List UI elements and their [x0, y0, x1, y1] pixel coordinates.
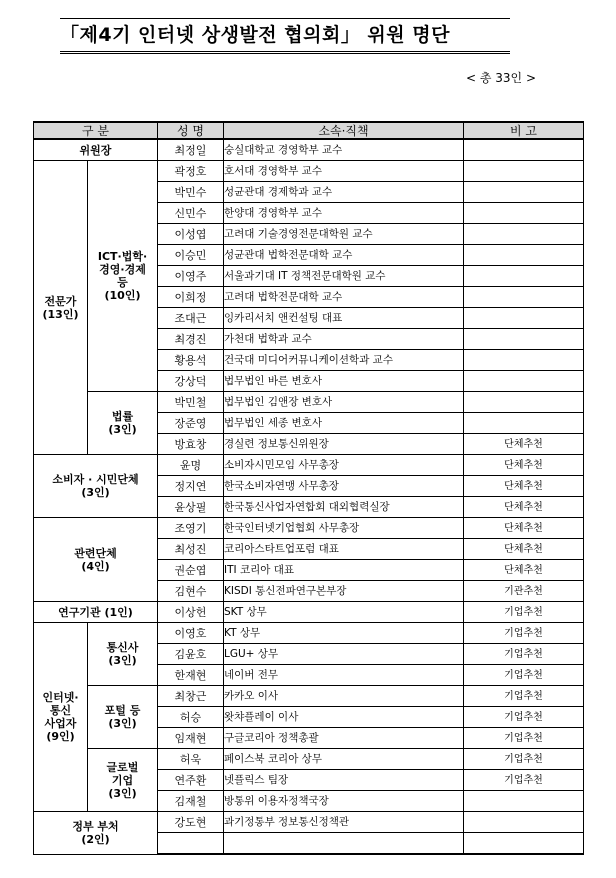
member-note: 기업추천: [464, 644, 584, 665]
table-row: [34, 392, 584, 413]
subcategory-telecom: 통신사 (3인): [88, 623, 158, 686]
member-affiliation: 법무법인 바른 변호사: [224, 371, 464, 392]
member-note: [464, 287, 584, 308]
member-affiliation: 한국통신사업자연합회 대외협력실장: [224, 497, 464, 518]
member-note: 기업추천: [464, 665, 584, 686]
member-affiliation: 숭실대학교 경영학부 교수: [224, 139, 464, 161]
table-row: [34, 623, 584, 644]
header-note: 비 고: [464, 122, 584, 139]
member-note: [464, 203, 584, 224]
member-note: [464, 224, 584, 245]
member-name: 방효창: [158, 434, 224, 455]
header-name: 성 명: [158, 122, 224, 139]
subcategory-portal: 포털 등 (3인): [88, 686, 158, 749]
member-affiliation: KISDI 통신전파연구본부장: [224, 581, 464, 602]
member-affiliation: 고려대 법학전문대학 교수: [224, 287, 464, 308]
member-affiliation: 호서대 경영학부 교수: [224, 161, 464, 182]
member-affiliation: 성균관대 경제학과 교수: [224, 182, 464, 203]
table-row: [34, 812, 584, 833]
member-name: 박민수: [158, 182, 224, 203]
member-note: 기업추천: [464, 770, 584, 791]
member-name: 장준영: [158, 413, 224, 434]
member-total: < 총 33인 >: [466, 71, 537, 85]
member-name: 최경진: [158, 329, 224, 350]
member-affiliation: 왓챠플레이 이사: [224, 707, 464, 728]
category-government: 정부 부처 (2인): [34, 812, 158, 855]
member-note: [464, 392, 584, 413]
member-note: [464, 139, 584, 161]
table-row: [34, 749, 584, 770]
member-affiliation: [224, 833, 464, 855]
subcategory-ict-law-business: ICT·법학· 경영·경제 등 (10인): [88, 161, 158, 392]
member-note: 기업추천: [464, 623, 584, 644]
member-affiliation: 과기정통부 정보통신정책관: [224, 812, 464, 833]
member-note: [464, 329, 584, 350]
member-note: 기업추천: [464, 749, 584, 770]
table-row: [34, 139, 584, 161]
member-note: [464, 266, 584, 287]
member-affiliation: 가천대 법학과 교수: [224, 329, 464, 350]
member-affiliation: 건국대 미디어커뮤니케이션학과 교수: [224, 350, 464, 371]
category-research: 연구기관 (1인): [34, 602, 158, 623]
document-title: 「제4기 인터넷 상생발전 협의회」 위원 명단: [60, 18, 510, 54]
member-name: 이승민: [158, 245, 224, 266]
member-name: 김재철: [158, 791, 224, 812]
member-name: 허욱: [158, 749, 224, 770]
member-affiliation: LGU+ 상무: [224, 644, 464, 665]
member-affiliation: 방통위 이용자정책국장: [224, 791, 464, 812]
table-row: [34, 455, 584, 476]
member-name: 한재현: [158, 665, 224, 686]
member-note: [464, 812, 584, 833]
member-name: 황용석: [158, 350, 224, 371]
member-name: [158, 833, 224, 855]
member-name: 이상헌: [158, 602, 224, 623]
member-note: [464, 833, 584, 855]
member-name: 최정일: [158, 139, 224, 161]
member-note: [464, 182, 584, 203]
member-name: 허승: [158, 707, 224, 728]
category-related-groups: 관련단체 (4인): [34, 518, 158, 602]
member-note: 단체추천: [464, 560, 584, 581]
member-name: 임재현: [158, 728, 224, 749]
member-affiliation: 법무법인 김앤장 변호사: [224, 392, 464, 413]
member-affiliation: 카카오 이사: [224, 686, 464, 707]
member-affiliation: 한양대 경영학부 교수: [224, 203, 464, 224]
member-name: 연주환: [158, 770, 224, 791]
member-name: 정지연: [158, 476, 224, 497]
member-affiliation: 네이버 전무: [224, 665, 464, 686]
member-affiliation: KT 상무: [224, 623, 464, 644]
member-affiliation: 잉카리서치 앤컨설팅 대표: [224, 308, 464, 329]
member-name: 윤상필: [158, 497, 224, 518]
member-name: 강도현: [158, 812, 224, 833]
category-internet-telecom-business: 인터넷· 통신 사업자 (9인): [34, 623, 88, 812]
member-affiliation: 한국소비자연맹 사무총장: [224, 476, 464, 497]
member-note: 기업추천: [464, 728, 584, 749]
member-name: 김윤호: [158, 644, 224, 665]
table-row: [34, 518, 584, 539]
category-experts: 전문가 (13인): [34, 161, 88, 455]
member-note: [464, 161, 584, 182]
member-note: 단체추천: [464, 539, 584, 560]
member-affiliation: 넷플릭스 팀장: [224, 770, 464, 791]
member-affiliation: 소비자시민모임 사무총장: [224, 455, 464, 476]
table-row: [34, 161, 584, 182]
member-name: 조영기: [158, 518, 224, 539]
category-consumer: 소비자 · 시민단체 (3인): [34, 455, 158, 518]
header-category: 구 분: [34, 122, 158, 139]
member-note: 기업추천: [464, 602, 584, 623]
member-name: 이영호: [158, 623, 224, 644]
member-affiliation: 구글코리아 정책총괄: [224, 728, 464, 749]
member-roster-table: [33, 121, 584, 855]
member-name: 김현수: [158, 581, 224, 602]
member-affiliation: 법무법인 세종 변호사: [224, 413, 464, 434]
member-name: 이성엽: [158, 224, 224, 245]
member-affiliation: ITI 코리아 대표: [224, 560, 464, 581]
member-note: 단체추천: [464, 476, 584, 497]
member-affiliation: 성균관대 법학전문대학 교수: [224, 245, 464, 266]
member-note: 기관추천: [464, 581, 584, 602]
member-note: [464, 350, 584, 371]
member-note: [464, 791, 584, 812]
member-note: [464, 308, 584, 329]
member-name: 조대근: [158, 308, 224, 329]
member-affiliation: 서울과기대 IT 정책전문대학원 교수: [224, 266, 464, 287]
member-name: 강상덕: [158, 371, 224, 392]
member-note: 단체추천: [464, 455, 584, 476]
member-name: 신민수: [158, 203, 224, 224]
member-affiliation: 고려대 기술경영전문대학원 교수: [224, 224, 464, 245]
member-note: [464, 413, 584, 434]
member-name: 박민철: [158, 392, 224, 413]
member-note: [464, 245, 584, 266]
member-note: 기업추천: [464, 686, 584, 707]
member-affiliation: 경실련 정보통신위원장: [224, 434, 464, 455]
member-name: 이희정: [158, 287, 224, 308]
member-name: 권순엽: [158, 560, 224, 581]
member-note: 단체추천: [464, 497, 584, 518]
member-name: 이영주: [158, 266, 224, 287]
member-affiliation: 코리아스타트업포럼 대표: [224, 539, 464, 560]
header-affiliation: 소속·직책: [224, 122, 464, 139]
member-affiliation: SKT 상무: [224, 602, 464, 623]
member-note: 단체추천: [464, 434, 584, 455]
member-affiliation: 페이스북 코리아 상무: [224, 749, 464, 770]
member-name: 윤명: [158, 455, 224, 476]
member-name: 곽정호: [158, 161, 224, 182]
category-chair: 위원장: [34, 139, 158, 161]
subcategory-law: 법률 (3인): [88, 392, 158, 455]
subcategory-global: 글로벌 기업 (3인): [88, 749, 158, 812]
member-note: 기업추천: [464, 707, 584, 728]
member-name: 최창근: [158, 686, 224, 707]
table-row: [34, 686, 584, 707]
member-note: 단체추천: [464, 518, 584, 539]
member-note: [464, 371, 584, 392]
member-affiliation: 한국인터넷기업협회 사무총장: [224, 518, 464, 539]
member-name: 최성진: [158, 539, 224, 560]
table-row: [34, 602, 584, 623]
table-header-row: [34, 122, 584, 139]
